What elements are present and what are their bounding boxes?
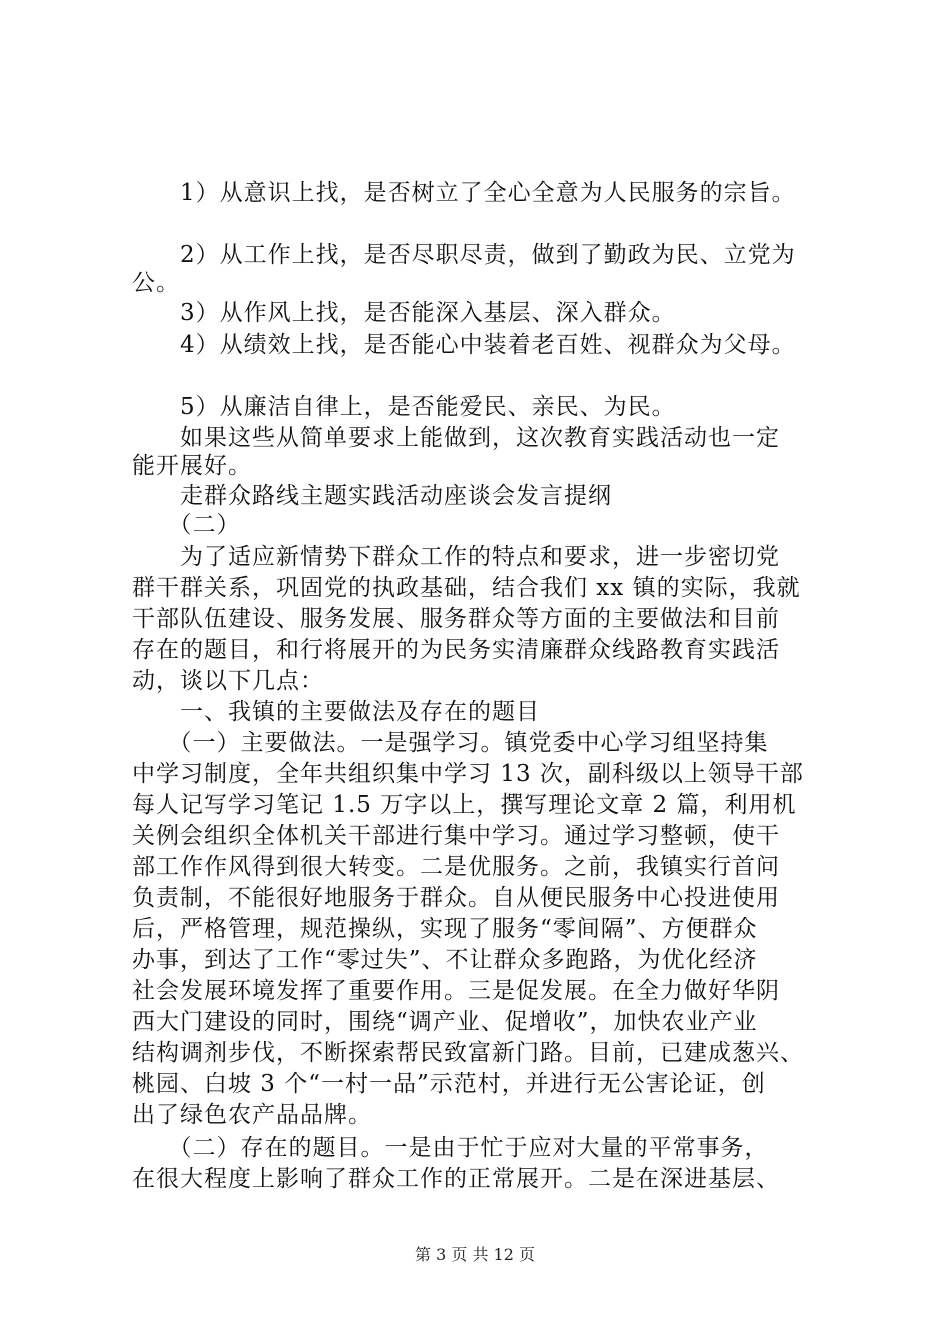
text-line: 后，严格管理，规范操纵，实现了服务“零间隔”、方便群众	[132, 916, 758, 942]
text-line: 桃园、白坡 3 个“一村一品”示范村，并进行无公害论证，创	[132, 1071, 766, 1097]
section-heading: 一、我镇的主要做法及存在的题目	[132, 699, 540, 725]
text-line: 4）从绩效上找，是否能心中装着老百姓、视群众为父母。	[132, 332, 796, 358]
text-line: 办事，到达了工作“零过失”、不让群众多跑路，为优化经济	[132, 947, 758, 973]
text-line: 负责制，不能很好地服务于群众。自从便民服务中心投进使用	[132, 885, 780, 911]
text-line: 西大门建设的同时，围绕“调产业、促增收”，加快农业产业	[132, 1009, 758, 1035]
text-line: 群干群关系，巩固党的执政基础，结合我们 xx 镇的实际，我就	[132, 575, 801, 601]
text-line: 如果这些从简单要求上能做到，这次教育实践活动也一定	[132, 425, 780, 451]
text-line: 每人记写学习笔记 1.5 万字以上，撰写理论文章 2 篇，利用机	[132, 792, 797, 818]
text-line: 走群众路线主题实践活动座谈会发言提纲	[132, 483, 612, 509]
text-line: 2）从工作上找，是否尽职尽责，做到了勤政为民、立党为	[132, 242, 796, 268]
text-line: 3）从作风上找，是否能深入基层、深入群众。	[132, 300, 676, 326]
text-line: 存在的题目，和行将展开的为民务实清廉群众线路教育实践活	[132, 637, 780, 663]
text-line: 干部队伍建设、服务发展、服务群众等方面的主要做法和目前	[132, 606, 780, 632]
text-line: 中学习制度，全年共组织集中学习 13 次，副科级以上领导干部	[132, 761, 804, 787]
text-line: 公。	[132, 270, 180, 296]
text-line: 1）从意识上找，是否树立了全心全意为人民服务的宗旨。	[132, 180, 796, 206]
text-line: 部工作作风得到很大转变。二是优服务。之前，我镇实行首问	[132, 854, 780, 880]
text-line: 能开展好。	[132, 453, 252, 479]
text-line: （二）存在的题目。一是由于忙于应对大量的平常事务，	[132, 1135, 769, 1161]
text-line: 社会发展环境发挥了重要作用。三是促发展。在全力做好华阴	[132, 978, 780, 1004]
text-line: 关例会组织全体机关干部进行集中学习。通过学习整顿，使干	[132, 823, 780, 849]
page-footer: 第 3 页 共 12 页	[415, 1245, 535, 1264]
text-line: （二）	[132, 512, 241, 538]
text-line: 为了适应新情势下群众工作的特点和要求，进一步密切党	[132, 544, 780, 570]
text-line: （一）主要做法。一是强学习。镇党委中心学习组坚持集	[132, 730, 769, 756]
text-line: 5）从廉洁自律上，是否能爱民、亲民、为民。	[132, 394, 676, 420]
text-line: 在很大程度上影响了群众工作的正常展开。二是在深进基层、	[132, 1166, 780, 1192]
text-line: 结构调剂步伐，不断探索帮民致富新门路。目前，已建成葱兴、	[132, 1040, 804, 1066]
text-line: 出了绿色农产品品牌。	[132, 1102, 372, 1128]
text-line: 动，谈以下几点：	[132, 668, 324, 694]
